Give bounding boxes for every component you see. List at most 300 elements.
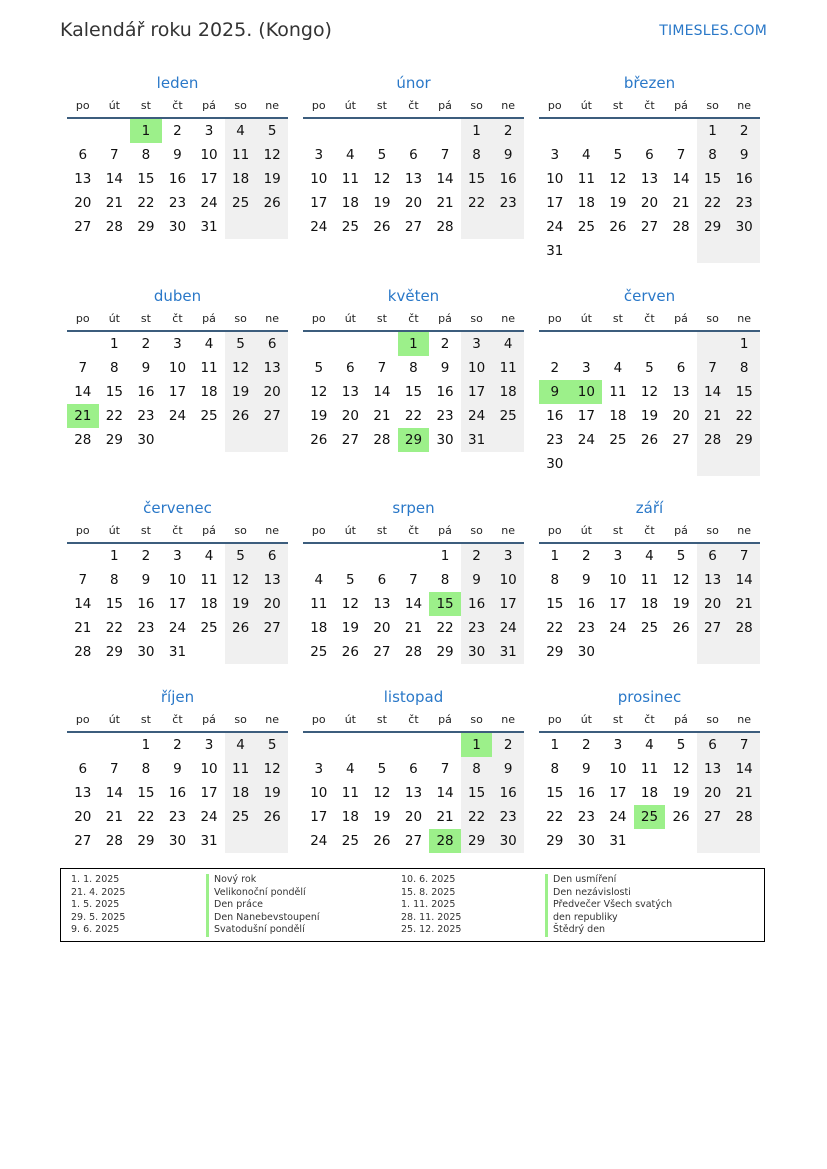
day-cell[interactable]: 4 xyxy=(346,147,355,163)
day-cell[interactable]: 17 xyxy=(609,596,627,612)
day-cell[interactable]: 7 xyxy=(728,733,760,757)
day-cell[interactable]: 30 xyxy=(168,833,187,849)
day-cell[interactable]: 13 xyxy=(404,171,423,187)
day-cell[interactable]: 10 xyxy=(492,568,524,592)
day-cell[interactable]: 30 xyxy=(168,219,187,235)
day-cell[interactable]: 3 xyxy=(492,544,524,568)
day-cell[interactable]: 28 xyxy=(404,644,423,660)
day-cell[interactable]: 19 xyxy=(225,380,257,404)
day-cell[interactable]: 5 xyxy=(314,360,324,376)
day-cell[interactable]: 29 xyxy=(546,644,564,660)
day-cell[interactable]: 2 xyxy=(440,336,450,352)
day-cell[interactable]: 9 xyxy=(173,147,182,163)
day-cell[interactable]: 17 xyxy=(310,809,328,825)
day-cell[interactable]: 13 xyxy=(256,356,288,380)
day-cell[interactable]: 16 xyxy=(728,167,760,191)
day-cell[interactable]: 3 xyxy=(613,737,623,753)
day-cell[interactable]: 22 xyxy=(105,408,123,424)
day-cell[interactable]: 25 xyxy=(492,404,524,428)
day-cell[interactable]: 28 xyxy=(728,616,760,640)
day-cell[interactable]: 15 xyxy=(137,171,155,187)
day-cell[interactable]: 10 xyxy=(310,171,328,187)
day-cell[interactable]: 1 xyxy=(728,332,760,356)
day-cell[interactable]: 22 xyxy=(546,809,564,825)
day-cell[interactable]: 2 xyxy=(141,336,151,352)
day-cell[interactable]: 29 xyxy=(728,428,760,452)
day-cell[interactable]: 2 xyxy=(582,548,591,564)
day-cell[interactable]: 27 xyxy=(256,616,288,640)
day-cell[interactable]: 20 xyxy=(74,809,92,825)
day-cell[interactable]: 7 xyxy=(110,761,119,777)
day-cell[interactable]: 26 xyxy=(225,404,257,428)
day-cell[interactable]: 4 xyxy=(204,336,214,352)
day-cell[interactable]: 31 xyxy=(461,428,493,452)
day-cell[interactable]: 14 xyxy=(373,384,391,400)
day-cell[interactable]: 3 xyxy=(314,147,324,163)
day-cell[interactable]: 29 xyxy=(436,644,454,660)
day-cell[interactable]: 3 xyxy=(173,336,182,352)
day-cell[interactable]: 20 xyxy=(640,195,659,211)
day-cell[interactable]: 1 xyxy=(141,737,151,753)
day-cell[interactable]: 26 xyxy=(672,809,690,825)
day-cell[interactable]: 18 xyxy=(640,785,659,801)
holiday-day-cell[interactable]: 10 xyxy=(571,380,603,404)
day-cell[interactable]: 21 xyxy=(404,620,423,636)
day-cell[interactable]: 6 xyxy=(377,572,387,588)
day-cell[interactable]: 2 xyxy=(173,123,182,139)
day-cell[interactable]: 6 xyxy=(676,360,686,376)
day-cell[interactable]: 1 xyxy=(110,548,119,564)
day-cell[interactable]: 27 xyxy=(697,805,729,829)
day-cell[interactable]: 22 xyxy=(697,191,729,215)
day-cell[interactable]: 8 xyxy=(141,761,151,777)
day-cell[interactable]: 22 xyxy=(461,191,493,215)
day-cell[interactable]: 25 xyxy=(341,219,359,235)
day-cell[interactable]: 23 xyxy=(436,408,454,424)
day-cell[interactable]: 24 xyxy=(200,195,218,211)
day-cell[interactable]: 27 xyxy=(672,432,690,448)
day-cell[interactable]: 28 xyxy=(74,644,92,660)
day-cell[interactable]: 9 xyxy=(582,761,591,777)
day-cell[interactable]: 27 xyxy=(341,432,359,448)
day-cell[interactable]: 27 xyxy=(404,219,423,235)
day-cell[interactable]: 28 xyxy=(672,219,690,235)
day-cell[interactable]: 31 xyxy=(200,219,218,235)
day-cell[interactable]: 9 xyxy=(141,360,151,376)
day-cell[interactable]: 21 xyxy=(728,592,760,616)
day-cell[interactable]: 14 xyxy=(672,171,690,187)
day-cell[interactable]: 19 xyxy=(310,408,328,424)
day-cell[interactable]: 18 xyxy=(310,620,328,636)
day-cell[interactable]: 4 xyxy=(582,147,591,163)
day-cell[interactable]: 17 xyxy=(492,592,524,616)
day-cell[interactable]: 30 xyxy=(728,215,760,239)
day-cell[interactable]: 15 xyxy=(105,384,123,400)
day-cell[interactable]: 1 xyxy=(440,548,450,564)
day-cell[interactable]: 10 xyxy=(609,572,627,588)
day-cell[interactable]: 18 xyxy=(225,781,257,805)
day-cell[interactable]: 11 xyxy=(492,356,524,380)
day-cell[interactable]: 29 xyxy=(137,219,155,235)
day-cell[interactable]: 4 xyxy=(225,733,257,757)
day-cell[interactable]: 12 xyxy=(672,572,690,588)
day-cell[interactable]: 6 xyxy=(697,733,729,757)
day-cell[interactable]: 24 xyxy=(546,219,564,235)
day-cell[interactable]: 6 xyxy=(346,360,355,376)
day-cell[interactable]: 20 xyxy=(697,781,729,805)
day-cell[interactable]: 11 xyxy=(640,761,659,777)
day-cell[interactable]: 20 xyxy=(404,809,423,825)
day-cell[interactable]: 26 xyxy=(256,805,288,829)
day-cell[interactable]: 13 xyxy=(697,757,729,781)
day-cell[interactable]: 13 xyxy=(74,171,92,187)
day-cell[interactable]: 25 xyxy=(225,805,257,829)
day-cell[interactable]: 16 xyxy=(577,785,595,801)
holiday-day-cell[interactable]: 9 xyxy=(539,380,571,404)
day-cell[interactable]: 28 xyxy=(105,219,123,235)
day-cell[interactable]: 28 xyxy=(436,219,454,235)
day-cell[interactable]: 13 xyxy=(672,384,690,400)
day-cell[interactable]: 12 xyxy=(310,384,328,400)
day-cell[interactable]: 14 xyxy=(728,757,760,781)
day-cell[interactable]: 31 xyxy=(609,833,627,849)
day-cell[interactable]: 23 xyxy=(168,195,187,211)
day-cell[interactable]: 16 xyxy=(436,384,454,400)
day-cell[interactable]: 9 xyxy=(141,572,151,588)
day-cell[interactable]: 8 xyxy=(550,761,560,777)
day-cell[interactable]: 13 xyxy=(697,568,729,592)
day-cell[interactable]: 29 xyxy=(461,829,493,853)
day-cell[interactable]: 3 xyxy=(204,737,214,753)
day-cell[interactable]: 20 xyxy=(74,195,92,211)
day-cell[interactable]: 21 xyxy=(373,408,391,424)
day-cell[interactable]: 21 xyxy=(672,195,690,211)
day-cell[interactable]: 12 xyxy=(256,757,288,781)
day-cell[interactable]: 14 xyxy=(697,380,729,404)
day-cell[interactable]: 16 xyxy=(461,592,493,616)
day-cell[interactable]: 23 xyxy=(137,620,155,636)
day-cell[interactable]: 2 xyxy=(173,737,182,753)
day-cell[interactable]: 16 xyxy=(577,596,595,612)
holiday-day-cell[interactable]: 15 xyxy=(429,592,461,616)
day-cell[interactable]: 15 xyxy=(546,596,564,612)
day-cell[interactable]: 30 xyxy=(137,432,155,448)
day-cell[interactable]: 13 xyxy=(256,568,288,592)
day-cell[interactable]: 14 xyxy=(74,384,92,400)
day-cell[interactable]: 13 xyxy=(373,596,391,612)
day-cell[interactable]: 2 xyxy=(492,119,524,143)
day-cell[interactable]: 30 xyxy=(137,644,155,660)
day-cell[interactable]: 8 xyxy=(550,572,560,588)
day-cell[interactable]: 5 xyxy=(256,733,288,757)
day-cell[interactable]: 18 xyxy=(609,408,627,424)
day-cell[interactable]: 7 xyxy=(409,572,418,588)
day-cell[interactable]: 20 xyxy=(404,195,423,211)
day-cell[interactable]: 12 xyxy=(225,568,257,592)
day-cell[interactable]: 23 xyxy=(461,616,493,640)
day-cell[interactable]: 23 xyxy=(577,809,595,825)
day-cell[interactable]: 11 xyxy=(200,360,218,376)
day-cell[interactable]: 17 xyxy=(609,785,627,801)
holiday-day-cell[interactable]: 1 xyxy=(398,332,430,356)
day-cell[interactable]: 12 xyxy=(672,761,690,777)
day-cell[interactable]: 10 xyxy=(546,171,564,187)
day-cell[interactable]: 20 xyxy=(341,408,359,424)
day-cell[interactable]: 3 xyxy=(550,147,560,163)
day-cell[interactable]: 12 xyxy=(609,171,627,187)
day-cell[interactable]: 30 xyxy=(436,432,454,448)
day-cell[interactable]: 6 xyxy=(256,544,288,568)
day-cell[interactable]: 26 xyxy=(609,219,627,235)
day-cell[interactable]: 19 xyxy=(373,195,391,211)
day-cell[interactable]: 6 xyxy=(78,147,88,163)
day-cell[interactable]: 16 xyxy=(137,384,155,400)
day-cell[interactable]: 15 xyxy=(461,167,493,191)
day-cell[interactable]: 11 xyxy=(609,384,627,400)
day-cell[interactable]: 6 xyxy=(645,147,654,163)
day-cell[interactable]: 30 xyxy=(577,644,595,660)
day-cell[interactable]: 23 xyxy=(492,805,524,829)
day-cell[interactable]: 24 xyxy=(461,404,493,428)
day-cell[interactable]: 24 xyxy=(609,809,627,825)
day-cell[interactable]: 7 xyxy=(728,544,760,568)
day-cell[interactable]: 8 xyxy=(110,360,119,376)
day-cell[interactable]: 13 xyxy=(74,785,92,801)
day-cell[interactable]: 27 xyxy=(256,404,288,428)
day-cell[interactable]: 9 xyxy=(492,757,524,781)
day-cell[interactable]: 31 xyxy=(492,640,524,664)
day-cell[interactable]: 5 xyxy=(377,147,387,163)
day-cell[interactable]: 22 xyxy=(105,620,123,636)
day-cell[interactable]: 10 xyxy=(168,360,187,376)
day-cell[interactable]: 17 xyxy=(200,785,218,801)
day-cell[interactable]: 26 xyxy=(373,833,391,849)
day-cell[interactable]: 12 xyxy=(256,143,288,167)
day-cell[interactable]: 3 xyxy=(204,123,214,139)
day-cell[interactable]: 25 xyxy=(310,644,328,660)
day-cell[interactable]: 20 xyxy=(697,592,729,616)
day-cell[interactable]: 4 xyxy=(492,332,524,356)
day-cell[interactable]: 17 xyxy=(546,195,564,211)
day-cell[interactable]: 6 xyxy=(256,332,288,356)
day-cell[interactable]: 30 xyxy=(577,833,595,849)
day-cell[interactable]: 8 xyxy=(440,572,450,588)
day-cell[interactable]: 11 xyxy=(225,143,257,167)
day-cell[interactable]: 24 xyxy=(168,620,187,636)
day-cell[interactable]: 9 xyxy=(728,143,760,167)
day-cell[interactable]: 26 xyxy=(341,644,359,660)
day-cell[interactable]: 1 xyxy=(697,119,729,143)
day-cell[interactable]: 27 xyxy=(373,644,391,660)
day-cell[interactable]: 27 xyxy=(404,833,423,849)
day-cell[interactable]: 20 xyxy=(373,620,391,636)
day-cell[interactable]: 27 xyxy=(74,833,92,849)
day-cell[interactable]: 7 xyxy=(78,360,88,376)
day-cell[interactable]: 14 xyxy=(404,596,423,612)
day-cell[interactable]: 18 xyxy=(492,380,524,404)
day-cell[interactable]: 31 xyxy=(168,644,187,660)
day-cell[interactable]: 31 xyxy=(546,243,564,259)
day-cell[interactable]: 7 xyxy=(676,147,686,163)
day-cell[interactable]: 18 xyxy=(341,195,359,211)
day-cell[interactable]: 12 xyxy=(341,596,359,612)
day-cell[interactable]: 23 xyxy=(492,191,524,215)
day-cell[interactable]: 19 xyxy=(672,596,690,612)
day-cell[interactable]: 9 xyxy=(173,761,182,777)
day-cell[interactable]: 19 xyxy=(373,809,391,825)
holiday-day-cell[interactable]: 1 xyxy=(130,119,162,143)
day-cell[interactable]: 5 xyxy=(225,544,257,568)
day-cell[interactable]: 19 xyxy=(341,620,359,636)
day-cell[interactable]: 23 xyxy=(137,408,155,424)
day-cell[interactable]: 13 xyxy=(640,171,659,187)
day-cell[interactable]: 17 xyxy=(168,596,187,612)
day-cell[interactable]: 19 xyxy=(672,785,690,801)
day-cell[interactable]: 15 xyxy=(697,167,729,191)
day-cell[interactable]: 9 xyxy=(440,360,450,376)
day-cell[interactable]: 26 xyxy=(310,432,328,448)
day-cell[interactable]: 16 xyxy=(492,167,524,191)
day-cell[interactable]: 20 xyxy=(672,408,690,424)
day-cell[interactable]: 3 xyxy=(314,761,324,777)
day-cell[interactable]: 2 xyxy=(728,119,760,143)
day-cell[interactable]: 27 xyxy=(697,616,729,640)
day-cell[interactable]: 14 xyxy=(105,171,123,187)
day-cell[interactable]: 3 xyxy=(173,548,182,564)
day-cell[interactable]: 5 xyxy=(377,761,387,777)
day-cell[interactable]: 4 xyxy=(204,548,214,564)
day-cell[interactable]: 12 xyxy=(225,356,257,380)
day-cell[interactable]: 23 xyxy=(577,620,595,636)
day-cell[interactable]: 18 xyxy=(341,809,359,825)
day-cell[interactable]: 5 xyxy=(645,360,654,376)
day-cell[interactable]: 18 xyxy=(200,384,218,400)
day-cell[interactable]: 7 xyxy=(440,147,450,163)
day-cell[interactable]: 29 xyxy=(105,432,123,448)
day-cell[interactable]: 6 xyxy=(409,761,418,777)
day-cell[interactable]: 30 xyxy=(461,640,493,664)
day-cell[interactable]: 25 xyxy=(200,408,218,424)
day-cell[interactable]: 2 xyxy=(461,544,493,568)
holiday-day-cell[interactable]: 29 xyxy=(398,428,430,452)
day-cell[interactable]: 7 xyxy=(377,360,387,376)
day-cell[interactable]: 26 xyxy=(256,191,288,215)
day-cell[interactable]: 13 xyxy=(404,785,423,801)
day-cell[interactable]: 11 xyxy=(341,171,359,187)
day-cell[interactable]: 21 xyxy=(697,404,729,428)
day-cell[interactable]: 19 xyxy=(609,195,627,211)
day-cell[interactable]: 19 xyxy=(640,408,659,424)
day-cell[interactable]: 22 xyxy=(404,408,423,424)
day-cell[interactable]: 7 xyxy=(697,356,729,380)
day-cell[interactable]: 25 xyxy=(200,620,218,636)
day-cell[interactable]: 5 xyxy=(346,572,355,588)
day-cell[interactable]: 10 xyxy=(609,761,627,777)
day-cell[interactable]: 21 xyxy=(436,809,454,825)
day-cell[interactable]: 4 xyxy=(613,360,623,376)
day-cell[interactable]: 2 xyxy=(550,360,560,376)
day-cell[interactable]: 12 xyxy=(640,384,659,400)
day-cell[interactable]: 5 xyxy=(613,147,623,163)
day-cell[interactable]: 30 xyxy=(492,829,524,853)
holiday-day-cell[interactable]: 21 xyxy=(67,404,99,428)
day-cell[interactable]: 10 xyxy=(200,147,218,163)
day-cell[interactable]: 8 xyxy=(697,143,729,167)
day-cell[interactable]: 31 xyxy=(200,833,218,849)
day-cell[interactable]: 20 xyxy=(256,380,288,404)
day-cell[interactable]: 6 xyxy=(78,761,88,777)
day-cell[interactable]: 17 xyxy=(200,171,218,187)
day-cell[interactable]: 20 xyxy=(256,592,288,616)
day-cell[interactable]: 11 xyxy=(200,572,218,588)
day-cell[interactable]: 14 xyxy=(436,171,454,187)
day-cell[interactable]: 10 xyxy=(310,785,328,801)
day-cell[interactable]: 11 xyxy=(577,171,595,187)
day-cell[interactable]: 24 xyxy=(200,809,218,825)
day-cell[interactable]: 2 xyxy=(582,737,591,753)
day-cell[interactable]: 26 xyxy=(672,620,690,636)
day-cell[interactable]: 8 xyxy=(461,143,493,167)
day-cell[interactable]: 26 xyxy=(373,219,391,235)
day-cell[interactable]: 30 xyxy=(546,456,564,472)
day-cell[interactable]: 4 xyxy=(314,572,324,588)
day-cell[interactable]: 16 xyxy=(492,781,524,805)
day-cell[interactable]: 4 xyxy=(225,119,257,143)
day-cell[interactable]: 28 xyxy=(105,833,123,849)
day-cell[interactable]: 15 xyxy=(404,384,423,400)
day-cell[interactable]: 18 xyxy=(225,167,257,191)
day-cell[interactable]: 21 xyxy=(105,809,123,825)
day-cell[interactable]: 3 xyxy=(582,360,591,376)
day-cell[interactable]: 24 xyxy=(168,408,187,424)
day-cell[interactable]: 16 xyxy=(546,408,564,424)
day-cell[interactable]: 1 xyxy=(461,119,493,143)
day-cell[interactable]: 1 xyxy=(550,737,560,753)
day-cell[interactable]: 4 xyxy=(346,761,355,777)
day-cell[interactable]: 23 xyxy=(168,809,187,825)
day-cell[interactable]: 22 xyxy=(546,620,564,636)
day-cell[interactable]: 19 xyxy=(256,781,288,805)
site-brand-link[interactable]: TIMESLES.COM xyxy=(659,23,767,39)
day-cell[interactable]: 10 xyxy=(200,761,218,777)
day-cell[interactable]: 24 xyxy=(310,219,328,235)
day-cell[interactable]: 27 xyxy=(640,219,659,235)
day-cell[interactable]: 11 xyxy=(225,757,257,781)
day-cell[interactable]: 19 xyxy=(256,167,288,191)
day-cell[interactable]: 16 xyxy=(168,785,187,801)
day-cell[interactable]: 10 xyxy=(461,356,493,380)
holiday-day-cell[interactable]: 28 xyxy=(429,829,461,853)
day-cell[interactable]: 26 xyxy=(640,432,659,448)
day-cell[interactable]: 11 xyxy=(310,596,328,612)
day-cell[interactable]: 10 xyxy=(168,572,187,588)
day-cell[interactable]: 12 xyxy=(373,171,391,187)
day-cell[interactable]: 16 xyxy=(168,171,187,187)
day-cell[interactable]: 24 xyxy=(609,620,627,636)
day-cell[interactable]: 1 xyxy=(110,336,119,352)
day-cell[interactable]: 5 xyxy=(256,119,288,143)
day-cell[interactable]: 25 xyxy=(225,191,257,215)
day-cell[interactable]: 21 xyxy=(728,781,760,805)
day-cell[interactable]: 2 xyxy=(492,733,524,757)
holiday-day-cell[interactable]: 1 xyxy=(461,733,493,757)
day-cell[interactable]: 3 xyxy=(461,332,493,356)
day-cell[interactable]: 21 xyxy=(105,195,123,211)
day-cell[interactable]: 28 xyxy=(697,428,729,452)
day-cell[interactable]: 6 xyxy=(697,544,729,568)
day-cell[interactable]: 22 xyxy=(461,805,493,829)
day-cell[interactable]: 6 xyxy=(409,147,418,163)
